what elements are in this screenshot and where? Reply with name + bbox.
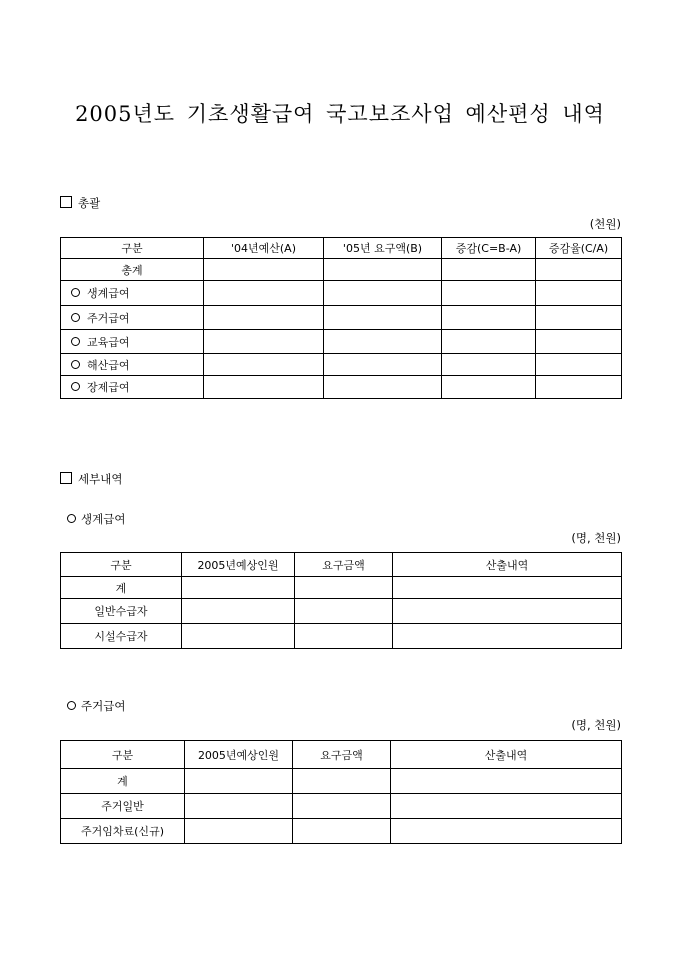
summary-unit: (천원): [589, 217, 621, 231]
table-cell: [182, 624, 295, 649]
table-cell: [185, 794, 293, 819]
table-row: [61, 306, 622, 330]
column-header: 증감(C=B-A): [442, 238, 536, 259]
table-header-row: [61, 741, 622, 769]
table-cell: [442, 281, 536, 306]
row-label: 시설수급자: [61, 624, 182, 649]
table-cell: [324, 259, 442, 281]
bullet-circle-icon: [67, 514, 76, 523]
table-row: [61, 281, 622, 306]
table-header-row: [61, 553, 622, 577]
bullet-circle-icon: [71, 382, 80, 391]
row-label: 주거급여: [61, 306, 204, 330]
housing-table: [60, 740, 622, 844]
row-label: 총계: [61, 259, 204, 281]
table-cell: [391, 819, 622, 844]
column-header: 구분: [61, 741, 185, 769]
table-row: [61, 769, 622, 794]
page-title: 2005년도 기초생활급여 국고보조사업 예산편성 내역: [75, 102, 605, 126]
livelihood-heading: 생계급여: [67, 511, 125, 527]
column-header: '04년예산(A): [204, 238, 324, 259]
row-label: 해산급여: [61, 354, 204, 376]
table-cell: [393, 599, 622, 624]
row-label: 계: [61, 577, 182, 599]
table-cell: [295, 624, 393, 649]
table-row: [61, 259, 622, 281]
row-label: 교육급여: [61, 330, 204, 354]
bullet-circle-icon: [71, 288, 80, 297]
row-label: 일반수급자: [61, 599, 182, 624]
housing-unit: (명, 천원): [571, 718, 621, 732]
table-cell: [442, 306, 536, 330]
column-header: 증감율(C/A): [536, 238, 622, 259]
table-cell: [536, 354, 622, 376]
table-cell: [324, 281, 442, 306]
checkbox-square-icon: [60, 472, 72, 484]
column-header: 2005년예상인원: [182, 553, 295, 577]
table-row: [61, 599, 622, 624]
table-row: [61, 330, 622, 354]
table-cell: [442, 259, 536, 281]
table-cell: [536, 330, 622, 354]
table-cell: [204, 306, 324, 330]
table-cell: [393, 624, 622, 649]
table-row: [61, 577, 622, 599]
table-cell: [295, 599, 393, 624]
table-cell: [442, 354, 536, 376]
table-cell: [324, 330, 442, 354]
bullet-circle-icon: [71, 360, 80, 369]
table-cell: [204, 354, 324, 376]
table-cell: [185, 769, 293, 794]
table-cell: [185, 819, 293, 844]
column-header: '05년 요구액(B): [324, 238, 442, 259]
column-header: 구분: [61, 553, 182, 577]
table-cell: [204, 259, 324, 281]
table-cell: [391, 769, 622, 794]
table-cell: [293, 819, 391, 844]
row-label: 주거일반: [61, 794, 185, 819]
table-row: [61, 376, 622, 399]
summary-heading: 총괄: [60, 195, 100, 211]
column-header: 산출내역: [393, 553, 622, 577]
housing-heading: 주거급여: [67, 698, 125, 714]
row-label: 계: [61, 769, 185, 794]
table-cell: [536, 306, 622, 330]
table-cell: [204, 376, 324, 399]
row-label: 장제급여: [61, 376, 204, 399]
table-row: [61, 624, 622, 649]
table-cell: [182, 599, 295, 624]
table-cell: [536, 281, 622, 306]
table-cell: [293, 769, 391, 794]
table-row: [61, 354, 622, 376]
table-cell: [293, 794, 391, 819]
bullet-circle-icon: [71, 313, 80, 322]
table-cell: [204, 281, 324, 306]
column-header: 요구금액: [295, 553, 393, 577]
row-label: 생계급여: [61, 281, 204, 306]
table-cell: [442, 330, 536, 354]
table-row: [61, 819, 622, 844]
bullet-circle-icon: [71, 337, 80, 346]
table-cell: [536, 259, 622, 281]
livelihood-unit: (명, 천원): [571, 531, 621, 545]
table-cell: [324, 354, 442, 376]
column-header: 구분: [61, 238, 204, 259]
table-cell: [536, 376, 622, 399]
column-header: 2005년예상인원: [185, 741, 293, 769]
bullet-circle-icon: [67, 701, 76, 710]
column-header: 요구금액: [293, 741, 391, 769]
detail-heading: 세부내역: [60, 471, 122, 487]
table-cell: [442, 376, 536, 399]
table-cell: [391, 794, 622, 819]
checkbox-square-icon: [60, 196, 72, 208]
table-cell: [182, 577, 295, 599]
livelihood-table: [60, 552, 622, 649]
table-row: [61, 794, 622, 819]
summary-table: [60, 237, 622, 399]
table-cell: [295, 577, 393, 599]
column-header: 산출내역: [391, 741, 622, 769]
table-cell: [324, 306, 442, 330]
table-cell: [324, 376, 442, 399]
table-header-row: [61, 238, 622, 259]
row-label: 주거임차료(신규): [61, 819, 185, 844]
table-cell: [393, 577, 622, 599]
table-cell: [204, 330, 324, 354]
